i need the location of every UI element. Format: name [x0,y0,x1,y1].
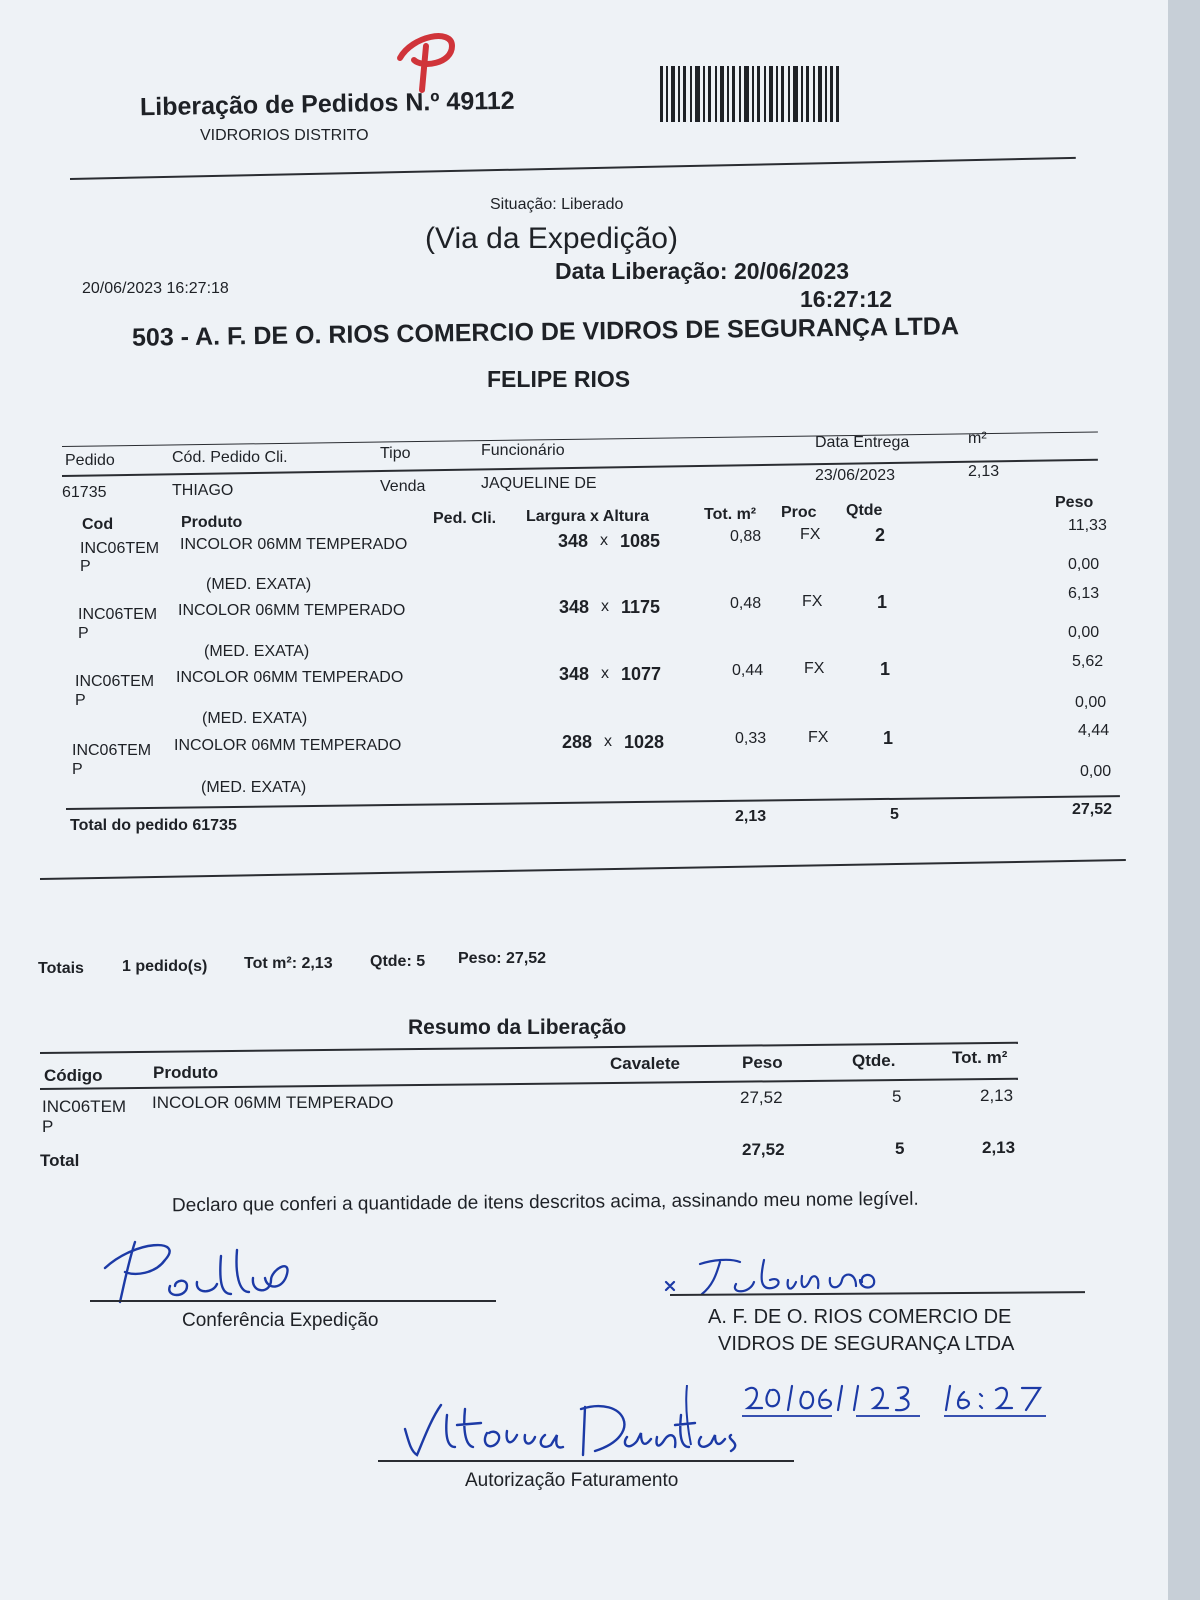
summary-col-codigo: Código [44,1066,103,1085]
totals-peso: Peso: 27,52 [458,950,547,967]
items-col-peso: Peso [1055,494,1094,511]
item-peso-extra: 0,00 [1068,624,1100,641]
signature-label-conferencia: Conferência Expedição [182,1310,379,1331]
summary-row-peso: 27,52 [740,1088,783,1107]
totals-m2: Tot m²: 2,13 [244,955,333,972]
items-col-qtde: Qtde [846,502,883,519]
print-datetime: 20/06/2023 16:27:18 [82,280,229,297]
item-proc: FX [808,729,829,746]
totals-label: Totais [38,960,84,977]
item-code-wrap: P [78,625,89,642]
item-dim-separator: x [601,665,609,682]
summary-col-cavalete: Cavalete [610,1054,680,1073]
summary-total-label: Total [40,1151,80,1170]
item-tot-m2: 0,44 [732,662,764,679]
declaration-text: Declaro que conferi a quantidade de itens descritos acima, assinando meu nome legível. [171,1188,919,1217]
summary-total-tot-m2: 2,13 [982,1138,1016,1157]
signature-label-autorizacao: Autorização Faturamento [465,1470,679,1491]
summary-row-code: INC06TEM [42,1097,127,1116]
col-pedido: Pedido [65,452,115,469]
summary-title: Resumo da Liberação [408,1016,627,1039]
status-text: Situação: Liberado [490,196,624,213]
item-peso-extra: 0,00 [1080,763,1112,780]
signature-company-line2: VIDROS DE SEGURANÇA LTDA [718,1333,1015,1355]
item-tot-m2: 0,88 [730,528,762,545]
item-height: 1085 [620,531,661,551]
summary-row-tot-m2: 2,13 [980,1086,1014,1105]
page-edge [1168,0,1200,1600]
item-height: 1077 [621,664,662,684]
item-product-note: (MED. EXATA) [202,710,308,727]
summary-row-product: INCOLOR 06MM TEMPERADO [152,1093,394,1112]
item-product-note: (MED. EXATA) [206,576,312,593]
item-peso: 4,44 [1078,722,1110,739]
items-col-proc: Proc [781,504,817,521]
col-funcionario: Funcionário [481,442,565,459]
item-qtde: 1 [880,659,891,679]
item-proc: FX [800,526,821,543]
customer-name: 503 - A. F. DE O. RIOS COMERCIO DE VIDROS DE SEGURANÇA LTDA [131,312,960,352]
summary-total-qtde: 5 [895,1139,905,1158]
summary-col-tot-m2: Tot. m² [952,1048,1008,1067]
item-peso: 6,13 [1068,585,1100,602]
header-rule [70,157,1076,180]
order-table-top-rule [62,432,1098,447]
order-total-peso: 27,52 [1072,801,1113,818]
item-code: INC06TEM [78,606,158,623]
items-col-largura-altura: Largura x Altura [526,508,649,525]
order-m2: 2,13 [968,463,1000,480]
item-dim-separator: x [604,733,612,750]
summary-col-produto: Produto [153,1063,219,1082]
order-total-m2: 2,13 [735,808,767,825]
item-dim-separator: x [600,532,608,549]
items-col-produto: Produto [181,514,243,531]
copy-label: (Via da Expedição) [425,222,678,255]
summary-row-qtde: 5 [892,1087,902,1106]
item-code-wrap: P [80,558,91,575]
item-width: 348 [559,664,590,684]
signature-line-autorizacao [378,1460,794,1462]
item-code-wrap: P [75,692,86,709]
item-peso: 5,62 [1072,653,1104,670]
item-product: INCOLOR 06MM TEMPERADO [178,602,406,619]
employee: JAQUELINE DE [481,475,597,492]
totals-qtde: Qtde: 5 [370,953,426,970]
doc-title: Liberação de Pedidos N.º 49112 [139,86,515,122]
item-height: 1028 [624,732,665,752]
item-code: INC06TEM [80,540,160,557]
item-width: 348 [558,531,589,551]
items-col-tot-m2: Tot. m² [704,506,757,523]
client-order-code: THIAGO [172,482,234,499]
item-dim-separator: x [601,598,609,615]
item-tot-m2: 0,33 [735,730,767,747]
item-proc: FX [804,660,825,677]
col-m2: m² [968,430,987,447]
summary-col-peso: Peso [742,1053,783,1072]
item-qtde: 2 [875,525,886,545]
signature-conferencia [95,1230,315,1310]
signature-line-conferencia [90,1300,496,1302]
item-product: INCOLOR 06MM TEMPERADO [174,737,402,754]
items-col-cod: Cod [82,516,114,533]
col-tipo: Tipo [380,445,411,462]
item-proc: FX [802,593,823,610]
order-type: Venda [380,478,426,495]
item-code: INC06TEM [72,742,152,759]
company-name: VIDRORIOS DISTRITO [200,127,369,144]
signature-company-line1: A. F. DE O. RIOS COMERCIO DE [708,1306,1012,1328]
signature-autorizacao [395,1385,745,1470]
order-total-label: Total do pedido 61735 [70,817,237,834]
summary-col-qtde: Qtde. [852,1051,896,1070]
item-width: 348 [559,597,590,617]
item-width: 288 [562,732,593,752]
release-date: Data Liberação: 20/06/2023 [555,258,850,284]
summary-row-code-wrap: P [42,1117,54,1136]
col-cod-pedido-cli: Cód. Pedido Cli. [172,449,288,466]
order-number: 61735 [62,484,107,501]
release-time: 16:27:12 [800,286,893,312]
delivery-date: 23/06/2023 [815,467,896,484]
item-peso: 11,33 [1068,517,1107,534]
summary-total-peso: 27,52 [742,1140,785,1159]
customer-contact: FELIPE RIOS [487,366,631,392]
col-data-entrega: Data Entrega [815,434,910,451]
barcode [660,66,840,122]
order-total-qtde: 5 [890,806,899,823]
item-product-note: (MED. EXATA) [201,779,307,796]
item-product: INCOLOR 06MM TEMPERADO [180,536,408,553]
item-code-wrap: P [72,761,83,778]
item-qtde: 1 [883,728,894,748]
item-peso-extra: 0,00 [1068,556,1100,573]
item-code: INC06TEM [75,673,155,690]
handwritten-date [740,1378,1060,1420]
item-height: 1175 [621,597,661,617]
item-product-note: (MED. EXATA) [204,643,310,660]
item-product: INCOLOR 06MM TEMPERADO [176,669,404,686]
item-qtde: 1 [877,592,888,612]
item-peso-extra: 0,00 [1075,694,1107,711]
items-total-rule [66,795,1120,810]
items-col-ped-cli: Ped. Cli. [433,510,497,527]
totals-pedidos: 1 pedido(s) [122,958,208,975]
item-tot-m2: 0,48 [730,595,762,612]
items-bottom-rule [40,859,1126,880]
